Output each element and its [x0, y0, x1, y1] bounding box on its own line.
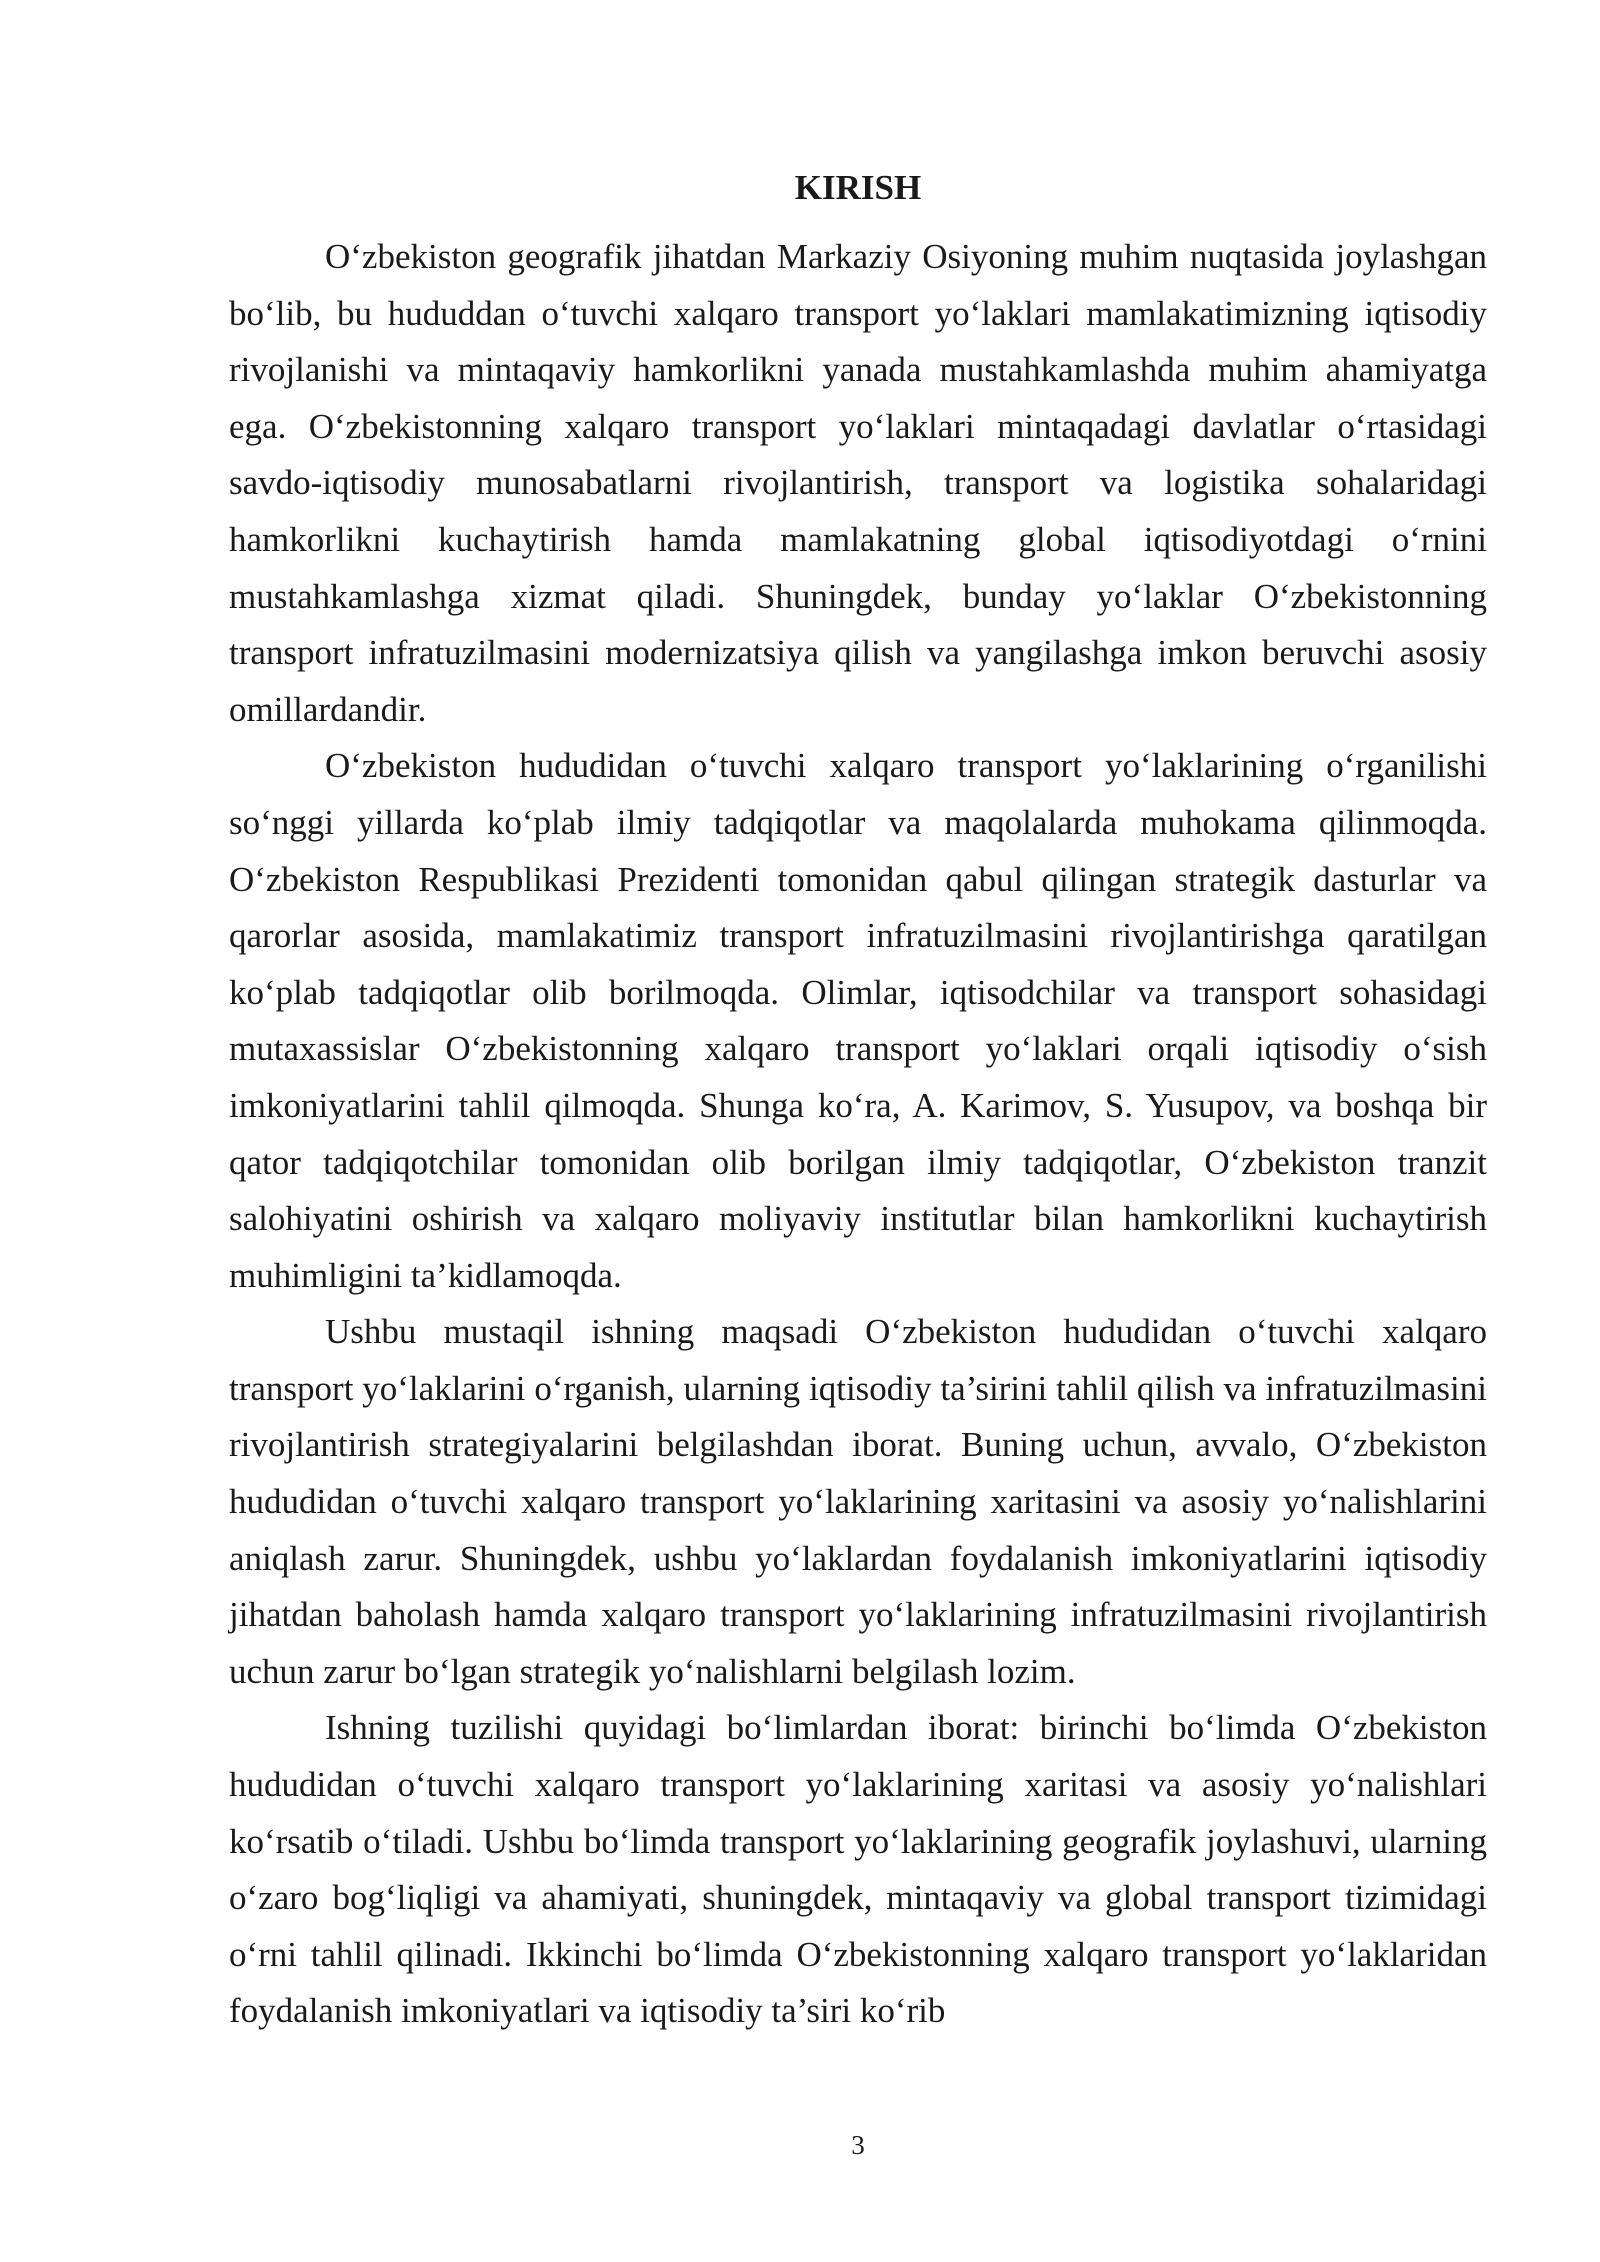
paragraph-goal: Ushbu mustaqil ishning maqsadi O‘zbekiston hududidan o‘tuvchi xalqaro transport yo‘laklarini o‘rganish, ularning iqtisodiy ta’sirini tahlil qilish va infratuzilmasini rivojlantirish strategiyalarini belgilashdan iborat. Buning uchun, avvalo, O‘zbekiston hududidan o‘tuvchi xalqaro transport yo‘laklarining xaritasini va asosiy yo‘nalishlarini aniqlash zarur. Shuningdek, ushbu yo‘laklardan foydalanish imkoniyatlarini iqtisodiy jihatdan baholash hamda xalqaro transport yo‘laklarining infratuzilmasini rivojlantirish uchun zarur bo‘lgan strategik yo‘nalishlarni belgilash lozim. [229, 1312, 1487, 1691]
paragraph-literature-review: O‘zbekiston hududidan o‘tuvchi xalqaro transport yo‘laklarining o‘rganilishi so‘nggi yillarda ko‘plab ilmiy tadqiqotlar va maqolalarda muhokama qilinmoqda. O‘zbekiston Respublikasi Prezidenti tomonidan qabul qilingan strategik dasturlar va qarorlar asosida, mamlakatimiz transport infratuzilmasini rivojlantirishga qaratilgan ko‘plab tadqiqotlar olib borilmoqda. Olimlar, iqtisodchilar va transport sohasidagi mutaxassislar O‘zbekistonning xalqaro transport yo‘laklari orqali iqtisodiy o‘sish imkoniyatlarini tahlil qilmoqda. Shunga ko‘ra, A. Karimov, S. Yusupov, va boshqa bir qator tadqiqotchilar tomonidan olib borilgan ilmiy tadqiqotlar, O‘zbekiston tranzit salohiyatini oshirish va xalqaro moliyaviy institutlar bilan hamkorlikni kuchaytirish muhimligini ta’kidlamoqda. [229, 746, 1487, 1295]
section-title: KIRISH [794, 168, 922, 207]
paragraph-structure: Ishning tuzilishi quyidagi bo‘limlardan iborat: birinchi bo‘limda O‘zbekiston hududidan o‘tuvchi xalqaro transport yo‘laklarining xaritasi va asosiy yo‘nalishlari ko‘rsatib o‘tiladi. Ushbu bo‘limda transport yo‘laklarining geografik joylashuvi, ularning o‘zaro bog‘liqligi va ahamiyati, shuningdek, mintaqaviy va global transport tizimidagi o‘rni tahlil qilinadi. Ikkinchi bo‘limda O‘zbekistonning xalqaro transport yo‘laklaridan foydalanish imkoniyatlari va iqtisodiy ta’siri ko‘rib [229, 1708, 1487, 2031]
page-number: 3 [851, 2130, 865, 2160]
page-body [229, 160, 1487, 2040]
paragraph-introduction: O‘zbekiston geografik jihatdan Markaziy Osiyoning muhim nuqtasida joylashgan bo‘lib, bu hududdan o‘tuvchi xalqaro transport yo‘laklari mamlakatimizning iqtisodiy rivojlanishi va mintaqaviy hamkorlikni yanada mustahkamlashda muhim ahamiyatga ega. O‘zbekistonning xalqaro transport yo‘laklari mintaqadagi davlatlar o‘rtasidagi savdo-iqtisodiy munosabatlarni rivojlantirish, transport va logistika sohalaridagi hamkorlikni kuchaytirish hamda mamlakatning global iqtisodiyotdagi o‘rnini mustahkamlashga xizmat qiladi. Shuningdek, bunday yo‘laklar O‘zbekistonning transport infratuzilmasini modernizatsiya qilish va yangilashga imkon beruvchi asosiy omillardandir. [229, 237, 1487, 729]
